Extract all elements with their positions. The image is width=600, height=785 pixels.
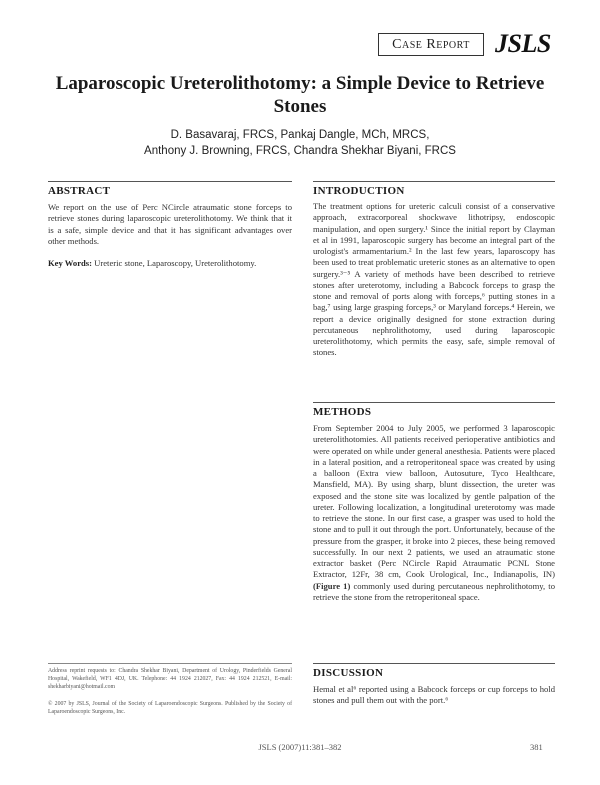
methods-text-part-2: commonly used during percutaneous nephrolithotomy, to retrieve the stone from the retroperitoneal space. bbox=[313, 580, 555, 602]
introduction-text: The treatment options for ureteric calculi consist of a conservative approach, extracorporeal shockwave lithotripsy, endoscopic manipulation, and open surgery.¹ Since the initial report by Clayman et al in 1991, laparoscopic surgery has become an integral part of the urologist's armamentarium.² In the last few years, laparoscopy has been used to treat problematic ureteric stones as an alternative to open surgery.³⁻⁵ A variety of methods have been described to retrieve stones after ureterotomy, including a Babcock forceps to grasp the stone and removal of ports along with forceps,⁶ putting stones in a bag,⁷ using large grasping forceps,³ or Maryland forceps.⁴ Herein, we report a device originally designed for stone extraction during percutaneous nephrolithotomy, used during laparoscopic ureterolithotomy, which permits the easy, safe, simple removal of stones. bbox=[313, 201, 555, 358]
author-line-2: Anthony J. Browning, FRCS, Chandra Shekhar Biyani, FRCS bbox=[144, 145, 456, 157]
keywords-list: Ureteric stone, Laparoscopy, Ureterolithotomy. bbox=[94, 258, 257, 268]
figure-1-reference[interactable]: (Figure 1) bbox=[313, 580, 351, 591]
journal-logo: JSLS bbox=[495, 29, 551, 58]
abstract-rule bbox=[48, 181, 292, 182]
methods-text bbox=[313, 423, 555, 603]
article-type-badge: Case Report bbox=[378, 33, 484, 56]
methods-text-part-1: From September 2004 to July 2005, we performed 3 laparoscopic ureterolithotomies. All patients received perioperative antibiotics and were operated on while under general anesthesia. Patients were placed in a lateral position, and a retroperitoneal space was created by using a balloon (Extra view balloon, Autosuture, Tyco Healthcare, Mansfield, MA). By using sharp, blunt dissection, the ureter was exposed and the stone site was localized by gentle palpation of the ureter. Following localization, a longitudinal ureterotomy was made to retrieve the stone. In our first case, a grasper was used to hold the stone and to pull it out through the port. Unfortunately, because of the pressure from the grasper, it broke into 2 pieces, these being removed successfully. In our next 2 patients, we used an atraumatic stone extractor basket (Perc NCircle Rapid Atraumatic PCNL Stone Extractor, 12Fr, 38 cm, Cook Urological, Inc., Indianapolis, IN) bbox=[313, 423, 555, 580]
article-title: Laparoscopic Ureterolithotomy: a Simple Device to Retrieve Stones bbox=[55, 73, 545, 117]
citation-footer: JSLS (2007)11:381–382 bbox=[258, 742, 342, 752]
abstract-heading: ABSTRACT bbox=[48, 185, 111, 197]
abstract-text: We report on the use of Perc NCircle atraumatic stone forceps to retrieve stones during laparoscopic ureterolithotomy. We think that it is a safe, simple device and that it has significant advantages over other methods. bbox=[48, 202, 292, 246]
page-number: 381 bbox=[530, 742, 543, 752]
discussion-text: Hemal et al⁶ reported using a Babcock forceps or cup forceps to hold stones and pull them out with the port.⁶ bbox=[313, 684, 555, 706]
discussion-rule bbox=[313, 663, 555, 664]
address-footnote: Address reprint requests to: Chandra Shekhar Biyani, Department of Urology, Pinderfields General Hospital, Wakefield, WF1 4DJ, UK. Telephone: 44 1924 212027, Fax: 44 1924 212521, E-mail: shekharbiyani@hotmail.com bbox=[48, 668, 292, 690]
introduction-heading: INTRODUCTION bbox=[313, 185, 405, 197]
methods-heading: METHODS bbox=[313, 406, 372, 418]
keywords bbox=[48, 258, 292, 269]
copyright-footnote: © 2007 by JSLS, Journal of the Society of Laparoendoscopic Surgeons. Published by the Society of Laparoendoscopic Surgeons, Inc. bbox=[48, 701, 292, 715]
footnote-rule bbox=[48, 663, 292, 664]
author-list bbox=[40, 127, 560, 159]
methods-rule bbox=[313, 402, 555, 403]
discussion-heading: DISCUSSION bbox=[313, 667, 384, 679]
keywords-label: Key Words: bbox=[48, 258, 93, 268]
introduction-rule bbox=[313, 181, 555, 182]
author-line-1: D. Basavaraj, FRCS, Pankaj Dangle, MCh, MRCS, bbox=[170, 129, 430, 141]
